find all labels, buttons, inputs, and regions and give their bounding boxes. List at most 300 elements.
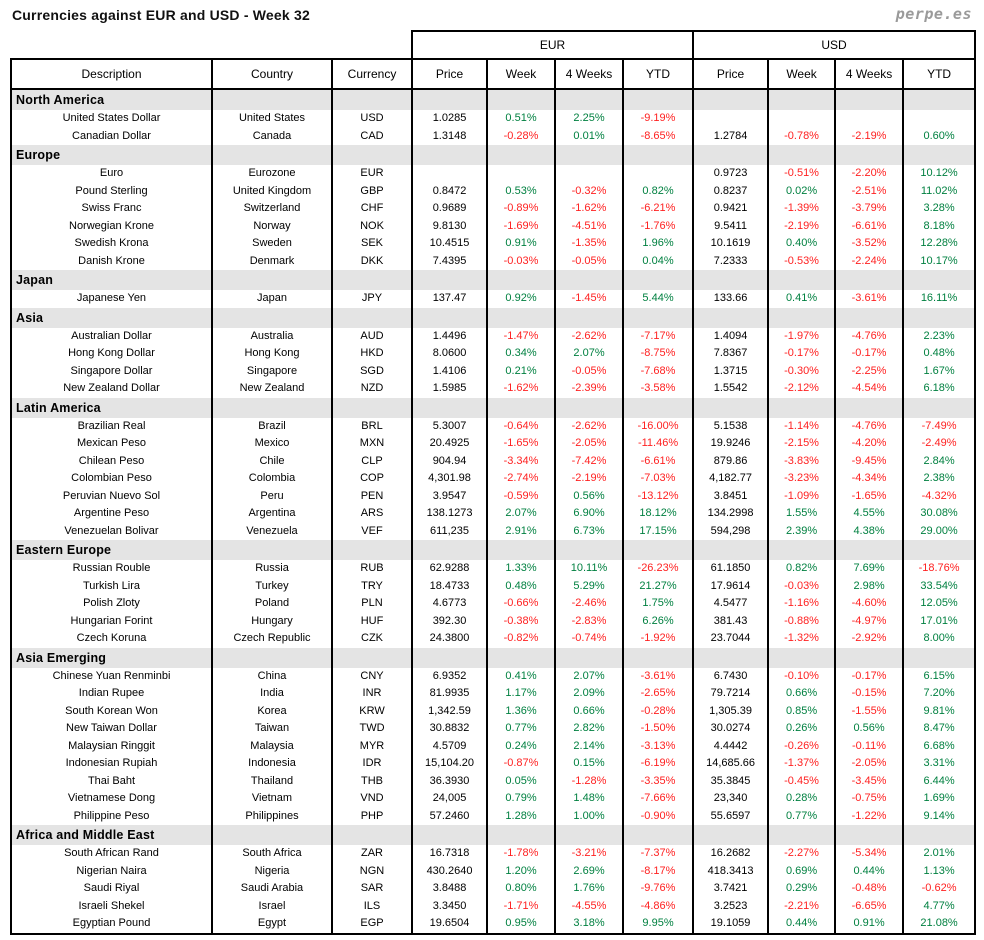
eur-price-cell: 8.0600 (412, 345, 487, 363)
eur-week-cell: -0.82% (487, 630, 555, 648)
section-cell (487, 540, 555, 560)
description-cell: Japanese Yen (11, 290, 212, 308)
country-cell: United Kingdom (212, 183, 332, 201)
country-cell: Israel (212, 898, 332, 916)
eur-4weeks-cell: 2.25% (555, 110, 623, 128)
eur-price-cell: 6.9352 (412, 668, 487, 686)
usd-4weeks-cell: -2.05% (835, 755, 903, 773)
section-cell (412, 648, 487, 668)
usd-week-cell: -0.03% (768, 578, 835, 596)
description-cell: Chilean Peso (11, 453, 212, 471)
usd-week-cell: 0.26% (768, 720, 835, 738)
usd-4weeks-cell: -4.97% (835, 613, 903, 631)
usd-price-cell: 19.1059 (693, 915, 768, 934)
usd-4weeks-cell: -2.25% (835, 363, 903, 381)
eur-ytd-cell: -2.65% (623, 685, 693, 703)
usd-price-cell: 133.66 (693, 290, 768, 308)
usd-week-cell: -2.12% (768, 380, 835, 398)
col-header-usd-4weeks: 4 Weeks (835, 59, 903, 89)
table-body (11, 89, 975, 934)
section-title: Latin America (11, 398, 212, 418)
eur-4weeks-cell: 2.07% (555, 668, 623, 686)
description-cell: Singapore Dollar (11, 363, 212, 381)
eur-week-cell: 0.05% (487, 773, 555, 791)
eur-week-cell: -2.74% (487, 470, 555, 488)
usd-price-cell: 3.2523 (693, 898, 768, 916)
usd-week-cell: 0.29% (768, 880, 835, 898)
country-cell: New Zealand (212, 380, 332, 398)
description-cell: Swedish Krona (11, 235, 212, 253)
description-cell: Indonesian Rupiah (11, 755, 212, 773)
description-cell: Argentine Peso (11, 505, 212, 523)
usd-price-cell: 23.7044 (693, 630, 768, 648)
description-cell: Swiss Franc (11, 200, 212, 218)
country-cell: Venezuela (212, 523, 332, 541)
country-cell: Argentina (212, 505, 332, 523)
description-cell: Egyptian Pound (11, 915, 212, 934)
eur-week-cell: 0.77% (487, 720, 555, 738)
eur-4weeks-cell: -4.51% (555, 218, 623, 236)
eur-ytd-cell: -7.68% (623, 363, 693, 381)
country-cell: Hungary (212, 613, 332, 631)
usd-4weeks-cell: -4.20% (835, 435, 903, 453)
usd-week-cell: -1.37% (768, 755, 835, 773)
currency-row (11, 235, 975, 253)
usd-price-cell: 23,340 (693, 790, 768, 808)
usd-4weeks-cell: -2.24% (835, 253, 903, 271)
eur-4weeks-cell: -2.62% (555, 418, 623, 436)
eur-ytd-cell: -1.76% (623, 218, 693, 236)
eur-price-cell: 24,005 (412, 790, 487, 808)
currency-code-cell: JPY (332, 290, 412, 308)
eur-ytd-cell: 21.27% (623, 578, 693, 596)
section-cell (212, 648, 332, 668)
section-cell (487, 398, 555, 418)
usd-4weeks-cell: 7.69% (835, 560, 903, 578)
usd-ytd-cell: -4.32% (903, 488, 975, 506)
description-cell: Hong Kong Dollar (11, 345, 212, 363)
section-title: Europe (11, 145, 212, 165)
usd-price-cell: 0.9723 (693, 165, 768, 183)
usd-price-cell (693, 110, 768, 128)
section-cell (332, 540, 412, 560)
section-cell (212, 145, 332, 165)
eur-week-cell: 0.53% (487, 183, 555, 201)
usd-price-cell: 381.43 (693, 613, 768, 631)
section-cell (835, 145, 903, 165)
eur-week-cell: 1.28% (487, 808, 555, 826)
usd-week-cell: -0.78% (768, 128, 835, 146)
eur-week-cell: -0.28% (487, 128, 555, 146)
usd-price-cell: 1.4094 (693, 328, 768, 346)
currency-code-cell: DKK (332, 253, 412, 271)
usd-week-cell: 0.66% (768, 685, 835, 703)
section-cell (903, 648, 975, 668)
usd-ytd-cell: 30.08% (903, 505, 975, 523)
currency-code-cell: ZAR (332, 845, 412, 863)
table-header (11, 31, 975, 89)
eur-4weeks-cell: 3.18% (555, 915, 623, 934)
usd-week-cell: -2.15% (768, 435, 835, 453)
currency-code-cell: TRY (332, 578, 412, 596)
eur-week-cell: -0.89% (487, 200, 555, 218)
section-cell (693, 270, 768, 290)
eur-4weeks-cell: -1.45% (555, 290, 623, 308)
section-cell (903, 540, 975, 560)
country-cell: Australia (212, 328, 332, 346)
eur-price-cell: 392.30 (412, 613, 487, 631)
description-cell: Russian Rouble (11, 560, 212, 578)
usd-4weeks-cell (835, 110, 903, 128)
usd-ytd-cell: 3.31% (903, 755, 975, 773)
usd-price-cell: 1.5542 (693, 380, 768, 398)
usd-4weeks-cell: 0.56% (835, 720, 903, 738)
eur-week-cell: 0.80% (487, 880, 555, 898)
usd-ytd-cell: 29.00% (903, 523, 975, 541)
usd-price-cell: 879.86 (693, 453, 768, 471)
currency-row (11, 200, 975, 218)
eur-week-cell: 1.20% (487, 863, 555, 881)
eur-4weeks-cell: 0.01% (555, 128, 623, 146)
eur-ytd-cell: -8.65% (623, 128, 693, 146)
col-header-eur-4weeks: 4 Weeks (555, 59, 623, 89)
usd-price-cell: 4,182.77 (693, 470, 768, 488)
country-cell: Russia (212, 560, 332, 578)
column-header-row (11, 59, 975, 89)
eur-price-cell: 62.9288 (412, 560, 487, 578)
section-row (11, 89, 975, 110)
eur-week-cell: -1.78% (487, 845, 555, 863)
group-header-row (11, 31, 975, 59)
usd-week-cell: 0.44% (768, 915, 835, 934)
section-cell (623, 540, 693, 560)
eur-ytd-cell: -0.28% (623, 703, 693, 721)
eur-4weeks-cell: -1.62% (555, 200, 623, 218)
usd-4weeks-cell: 4.55% (835, 505, 903, 523)
currency-code-cell: CNY (332, 668, 412, 686)
currency-code-cell: NGN (332, 863, 412, 881)
eur-price-cell: 1,342.59 (412, 703, 487, 721)
section-cell (555, 648, 623, 668)
eur-price-cell: 611,235 (412, 523, 487, 541)
section-cell (693, 825, 768, 845)
eur-ytd-cell: -7.17% (623, 328, 693, 346)
eur-ytd-cell: 5.44% (623, 290, 693, 308)
description-cell: Nigerian Naira (11, 863, 212, 881)
eur-week-cell: 1.36% (487, 703, 555, 721)
usd-week-cell: 0.41% (768, 290, 835, 308)
eur-week-cell: -0.03% (487, 253, 555, 271)
usd-price-cell: 0.8237 (693, 183, 768, 201)
eur-price-cell: 36.3930 (412, 773, 487, 791)
country-cell: Poland (212, 595, 332, 613)
eur-week-cell: -0.87% (487, 755, 555, 773)
usd-ytd-cell: 11.02% (903, 183, 975, 201)
usd-price-cell: 134.2998 (693, 505, 768, 523)
description-cell: Danish Krone (11, 253, 212, 271)
country-cell: Chile (212, 453, 332, 471)
usd-ytd-cell: 3.28% (903, 200, 975, 218)
country-cell: Thailand (212, 773, 332, 791)
description-cell: Czech Koruna (11, 630, 212, 648)
usd-4weeks-cell: -5.34% (835, 845, 903, 863)
currency-row (11, 595, 975, 613)
usd-4weeks-cell: -0.75% (835, 790, 903, 808)
eur-ytd-cell: -11.46% (623, 435, 693, 453)
country-cell: Japan (212, 290, 332, 308)
usd-week-cell: -0.45% (768, 773, 835, 791)
usd-4weeks-cell: -4.54% (835, 380, 903, 398)
section-cell (555, 145, 623, 165)
section-cell (903, 270, 975, 290)
eur-ytd-cell: -7.37% (623, 845, 693, 863)
group-header-usd: USD (693, 31, 975, 59)
usd-week-cell: -1.14% (768, 418, 835, 436)
section-cell (212, 540, 332, 560)
description-cell: United States Dollar (11, 110, 212, 128)
description-cell: Indian Rupee (11, 685, 212, 703)
currency-code-cell: NOK (332, 218, 412, 236)
eur-ytd-cell: -3.58% (623, 380, 693, 398)
section-cell (212, 825, 332, 845)
country-cell: Mexico (212, 435, 332, 453)
currency-code-cell: CZK (332, 630, 412, 648)
eur-price-cell: 18.4733 (412, 578, 487, 596)
eur-week-cell: 0.91% (487, 235, 555, 253)
eur-ytd-cell: -8.75% (623, 345, 693, 363)
eur-week-cell: 0.51% (487, 110, 555, 128)
eur-price-cell: 10.4515 (412, 235, 487, 253)
eur-week-cell: 1.33% (487, 560, 555, 578)
section-cell (487, 145, 555, 165)
usd-4weeks-cell: -6.61% (835, 218, 903, 236)
usd-4weeks-cell: -1.55% (835, 703, 903, 721)
usd-ytd-cell: 7.20% (903, 685, 975, 703)
usd-4weeks-cell: 0.91% (835, 915, 903, 934)
eur-price-cell: 57.2460 (412, 808, 487, 826)
eur-ytd-cell: 18.12% (623, 505, 693, 523)
section-cell (555, 308, 623, 328)
eur-4weeks-cell: 2.82% (555, 720, 623, 738)
eur-week-cell: 2.07% (487, 505, 555, 523)
eur-4weeks-cell: -0.05% (555, 363, 623, 381)
country-cell: Taiwan (212, 720, 332, 738)
usd-4weeks-cell: -0.17% (835, 668, 903, 686)
section-cell (623, 648, 693, 668)
currency-row (11, 773, 975, 791)
currency-code-cell: CAD (332, 128, 412, 146)
eur-4weeks-cell: 1.76% (555, 880, 623, 898)
eur-4weeks-cell: 2.14% (555, 738, 623, 756)
usd-week-cell: -1.09% (768, 488, 835, 506)
description-cell: Malaysian Ringgit (11, 738, 212, 756)
eur-price-cell: 16.7318 (412, 845, 487, 863)
eur-price-cell: 5.3007 (412, 418, 487, 436)
country-cell: China (212, 668, 332, 686)
description-cell: Pound Sterling (11, 183, 212, 201)
eur-4weeks-cell: 2.07% (555, 345, 623, 363)
usd-week-cell: 0.28% (768, 790, 835, 808)
usd-ytd-cell: 2.84% (903, 453, 975, 471)
eur-4weeks-cell: 1.00% (555, 808, 623, 826)
section-cell (412, 398, 487, 418)
description-cell: Peruvian Nuevo Sol (11, 488, 212, 506)
eur-4weeks-cell: 1.48% (555, 790, 623, 808)
description-cell: Colombian Peso (11, 470, 212, 488)
eur-price-cell: 1.4496 (412, 328, 487, 346)
usd-4weeks-cell: -4.76% (835, 418, 903, 436)
usd-price-cell: 79.7214 (693, 685, 768, 703)
section-cell (835, 540, 903, 560)
currency-code-cell: USD (332, 110, 412, 128)
section-cell (835, 89, 903, 110)
country-cell: Canada (212, 128, 332, 146)
description-cell: Turkish Lira (11, 578, 212, 596)
currency-code-cell: PEN (332, 488, 412, 506)
currency-row (11, 470, 975, 488)
eur-week-cell: -0.59% (487, 488, 555, 506)
usd-price-cell: 55.6597 (693, 808, 768, 826)
country-cell: Czech Republic (212, 630, 332, 648)
currency-code-cell: SGD (332, 363, 412, 381)
eur-week-cell: 0.92% (487, 290, 555, 308)
eur-4weeks-cell: -1.35% (555, 235, 623, 253)
eur-4weeks-cell: 0.56% (555, 488, 623, 506)
usd-week-cell: -0.26% (768, 738, 835, 756)
usd-week-cell: -1.97% (768, 328, 835, 346)
section-cell (903, 89, 975, 110)
col-header-eur-price: Price (412, 59, 487, 89)
currency-row (11, 128, 975, 146)
eur-4weeks-cell: -4.55% (555, 898, 623, 916)
country-cell: South Africa (212, 845, 332, 863)
usd-week-cell: -0.51% (768, 165, 835, 183)
usd-4weeks-cell: -4.76% (835, 328, 903, 346)
description-cell: Israeli Shekel (11, 898, 212, 916)
usd-price-cell: 19.9246 (693, 435, 768, 453)
usd-price-cell: 1,305.39 (693, 703, 768, 721)
usd-ytd-cell: 1.13% (903, 863, 975, 881)
eur-4weeks-cell: 10.11% (555, 560, 623, 578)
usd-4weeks-cell: -4.60% (835, 595, 903, 613)
currency-row (11, 523, 975, 541)
currency-row (11, 183, 975, 201)
currency-code-cell: BRL (332, 418, 412, 436)
section-cell (693, 89, 768, 110)
usd-ytd-cell: 2.23% (903, 328, 975, 346)
section-cell (487, 270, 555, 290)
currency-code-cell: INR (332, 685, 412, 703)
usd-4weeks-cell: -0.11% (835, 738, 903, 756)
eur-ytd-cell: 6.26% (623, 613, 693, 631)
eur-4weeks-cell: -3.21% (555, 845, 623, 863)
usd-ytd-cell: -7.49% (903, 418, 975, 436)
description-cell: Mexican Peso (11, 435, 212, 453)
eur-price-cell: 15,104.20 (412, 755, 487, 773)
eur-price-cell: 24.3800 (412, 630, 487, 648)
usd-week-cell: -0.53% (768, 253, 835, 271)
eur-price-cell: 1.0285 (412, 110, 487, 128)
eur-price-cell: 138.1273 (412, 505, 487, 523)
currency-row (11, 755, 975, 773)
usd-price-cell: 4.4442 (693, 738, 768, 756)
section-cell (412, 825, 487, 845)
eur-price-cell: 0.9689 (412, 200, 487, 218)
usd-4weeks-cell: -2.19% (835, 128, 903, 146)
section-cell (903, 825, 975, 845)
section-cell (412, 89, 487, 110)
eur-week-cell: -0.64% (487, 418, 555, 436)
currency-row (11, 380, 975, 398)
eur-4weeks-cell: 6.90% (555, 505, 623, 523)
usd-price-cell: 594,298 (693, 523, 768, 541)
header-spacer (11, 31, 412, 59)
section-cell (555, 825, 623, 845)
usd-ytd-cell: 16.11% (903, 290, 975, 308)
eur-ytd-cell: -6.61% (623, 453, 693, 471)
usd-4weeks-cell: -1.22% (835, 808, 903, 826)
currency-row (11, 488, 975, 506)
currency-row (11, 290, 975, 308)
eur-4weeks-cell: -1.28% (555, 773, 623, 791)
col-header-usd-ytd: YTD (903, 59, 975, 89)
usd-price-cell: 0.9421 (693, 200, 768, 218)
section-cell (623, 308, 693, 328)
eur-ytd-cell: -3.13% (623, 738, 693, 756)
currency-code-cell: ILS (332, 898, 412, 916)
currency-code-cell: HUF (332, 613, 412, 631)
section-cell (555, 398, 623, 418)
country-cell: Eurozone (212, 165, 332, 183)
usd-ytd-cell: 6.18% (903, 380, 975, 398)
site-logo: perpe.es (895, 5, 972, 23)
section-row (11, 270, 975, 290)
currency-row (11, 630, 975, 648)
currency-row (11, 915, 975, 934)
eur-4weeks-cell: 0.15% (555, 755, 623, 773)
usd-price-cell: 35.3845 (693, 773, 768, 791)
currency-code-cell: VND (332, 790, 412, 808)
usd-week-cell: -2.19% (768, 218, 835, 236)
usd-4weeks-cell: -3.79% (835, 200, 903, 218)
section-cell (835, 398, 903, 418)
eur-price-cell: 30.8832 (412, 720, 487, 738)
country-cell: Brazil (212, 418, 332, 436)
usd-week-cell (768, 110, 835, 128)
eur-ytd-cell: -16.00% (623, 418, 693, 436)
usd-ytd-cell: 1.69% (903, 790, 975, 808)
usd-price-cell: 10.1619 (693, 235, 768, 253)
eur-price-cell: 9.8130 (412, 218, 487, 236)
eur-price-cell: 430.2640 (412, 863, 487, 881)
section-cell (693, 540, 768, 560)
usd-ytd-cell: 33.54% (903, 578, 975, 596)
usd-price-cell: 61.1850 (693, 560, 768, 578)
eur-week-cell: 2.91% (487, 523, 555, 541)
eur-week-cell: 0.79% (487, 790, 555, 808)
country-cell: Turkey (212, 578, 332, 596)
usd-4weeks-cell: -0.15% (835, 685, 903, 703)
country-cell: Malaysia (212, 738, 332, 756)
eur-price-cell: 20.4925 (412, 435, 487, 453)
eur-4weeks-cell: -2.39% (555, 380, 623, 398)
country-cell: Colombia (212, 470, 332, 488)
eur-week-cell: -0.66% (487, 595, 555, 613)
usd-week-cell: 0.85% (768, 703, 835, 721)
usd-4weeks-cell: -3.52% (835, 235, 903, 253)
eur-4weeks-cell: -0.32% (555, 183, 623, 201)
currency-code-cell: ARS (332, 505, 412, 523)
